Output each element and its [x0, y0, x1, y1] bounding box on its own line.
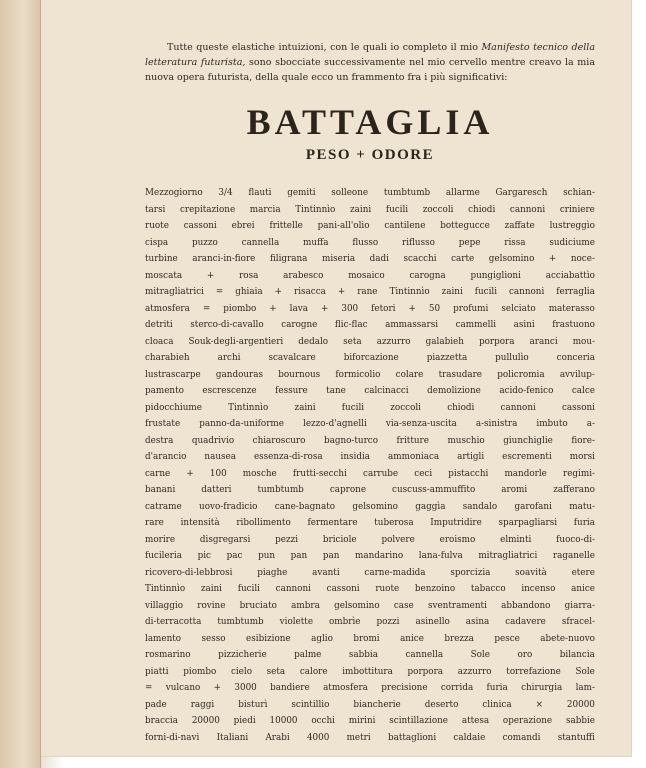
poem-line: frustate panno-da-uniforme lezzo-d'agnelli via-senza-uscita a-sinistra imbuto a-: [145, 419, 595, 429]
poem-line: mitragliatrici = ghiaia + risacca + rane Tintinnìo zaini fucili cannoni ferraglia: [145, 287, 595, 297]
page-content: [145, 40, 595, 746]
poem-line: turbine aranci-in-fiore filigrana miseria dadi scacchi carte gelsomino + noce-: [145, 254, 595, 264]
poem-line: lustrascarpe gandouras bournous formicolio colare trasudare policromia avvilup-: [145, 369, 595, 380]
poem-line: forni-di-navi Italiani Arabi 4000 metri battaglioni caldaie comandi stantuffi: [145, 732, 595, 743]
poem-line: catrame uovo-fradicio cane-bagnato gelsomino gaggìa sandalo garofani matu-: [145, 501, 595, 512]
poem-line: charabieh archi scavalcare biforcazione piazzetta pullulìo conceria: [145, 353, 595, 363]
poem-title: BATTAGLIA: [246, 102, 494, 142]
poem-line: pade raggi bisturì scintillio biancherie deserto clinica × 20000: [145, 699, 595, 710]
left-page-edge: [0, 0, 41, 768]
poem-line: braccia 20000 piedi 10000 occhi mirini scintillazione attesa operazione sabbie: [145, 716, 595, 726]
poem-line: villaggio rovine bruciato ambra gelsomino case sventramenti abbandono giarra-: [145, 600, 595, 611]
poem-line: ricovero-di-lebbrosi piaghe avanti carne-madida sporcizia soavità etere: [145, 567, 595, 578]
intro-text-part2: sono sbocciate successivamente nel mio cervello mentre creavo la mia nuova opera futurista, della quale ecco un frammento fra i più significativi:: [145, 57, 596, 83]
poem-line: cloaca Souk-degli-argentieri dedalo seta azzurro galabieh porpora aranci mou-: [145, 336, 595, 347]
poem-line: destra quadrivio chiaroscuro bagno-turco fritture muschio giunchiglie fiore-: [145, 435, 595, 446]
poem-line: piatti piombo cielo seta calore imbottitura porpora azzurro torrefazione Sole: [145, 666, 595, 677]
poem-line: pidocchiume Tintinnìo zaini fucili zoccoli chiodi cannoni cassoni: [145, 402, 595, 413]
poem-line: Mezzogiorno 3/4 flauti gemiti solleone tumbtumb allarme Gargaresch schian-: [145, 188, 595, 198]
right-page: [41, 0, 632, 757]
poem-line: atmosfera = piombo + lava + 300 fetori + 50 profumi selciato materasso: [145, 303, 595, 314]
poem-line: fucileria pic pac pun pan pan mandarino lana-fulva mitragliatrici raganelle: [145, 551, 595, 561]
poem-line: Tintinnìo zaini fucili cannoni cassoni ruote benzoino tabacco incenso anice: [145, 584, 595, 594]
poem-line: pamento escrescenze fessure tane calcinacci demolizione acido-fenico calce: [145, 386, 595, 396]
poem-line: morire disgregarsi pezzi briciole polvere eroismo elminti fuoco-di-: [145, 534, 595, 545]
intro-italic-title: Manifesto tecnico della letteratura futurista,: [145, 42, 595, 68]
poem-line: ruote cassoni ebrei frittelle pani-all'olio cantilene bottegucce zaffate lustreggìo: [145, 221, 595, 231]
poem-line: detriti sterco-di-cavallo carogne flic-flac ammassarsi cammelli asini frastuono: [145, 320, 595, 330]
poem-line: rosmarino pizzicherie palme sabbia cannella Sole oro bilancia: [145, 650, 595, 660]
poem-subtitle: PESO + ODORE: [305, 147, 435, 163]
intro-paragraph: [145, 40, 595, 85]
poem-line: tarsi crepitazione marcia Tintinnìo zaini fucili zoccoli chiodi cannoni criniere: [145, 204, 595, 215]
poem-line: lamento sesso esibizione aglio bromi anice brezza pesce abete-nuovo: [145, 633, 595, 644]
poem-line: rare intensità ribollimento fermentare tuberosa Imputridire sparpagliarsi furia: [145, 518, 595, 528]
poem-line: carne + 100 mosche frutti-secchi carrube ceci pistacchi mandorle regimi-: [145, 468, 595, 479]
poem-line: cispa puzzo cannella muffa flusso riflusso pepe rissa sudiciume: [145, 237, 595, 248]
poem-line: = vulcano + 3000 bandiere atmosfera precisione corrida furia chirurgia lam-: [145, 683, 595, 693]
intro-text-part1: Tutte queste elastiche intuizioni, con le quali io completo il mio: [167, 42, 482, 53]
poem-body: [145, 185, 595, 746]
poem-line: di-terracotta tumbtumb violette ombrìe pozzi asinello asina cadavere sfracel-: [145, 617, 595, 627]
poem-line: banani datteri tumbtumb caprone cuscuss-ammuffito aromi zafferano: [145, 485, 595, 495]
poem-line: moscata + rosa arabesco mosaico carogna pungiglioni acciabattìo: [145, 270, 595, 281]
poem-line: d'arancio nausea essenza-di-rosa insidia ammoniaca artigli escrementi morsi: [145, 452, 595, 462]
